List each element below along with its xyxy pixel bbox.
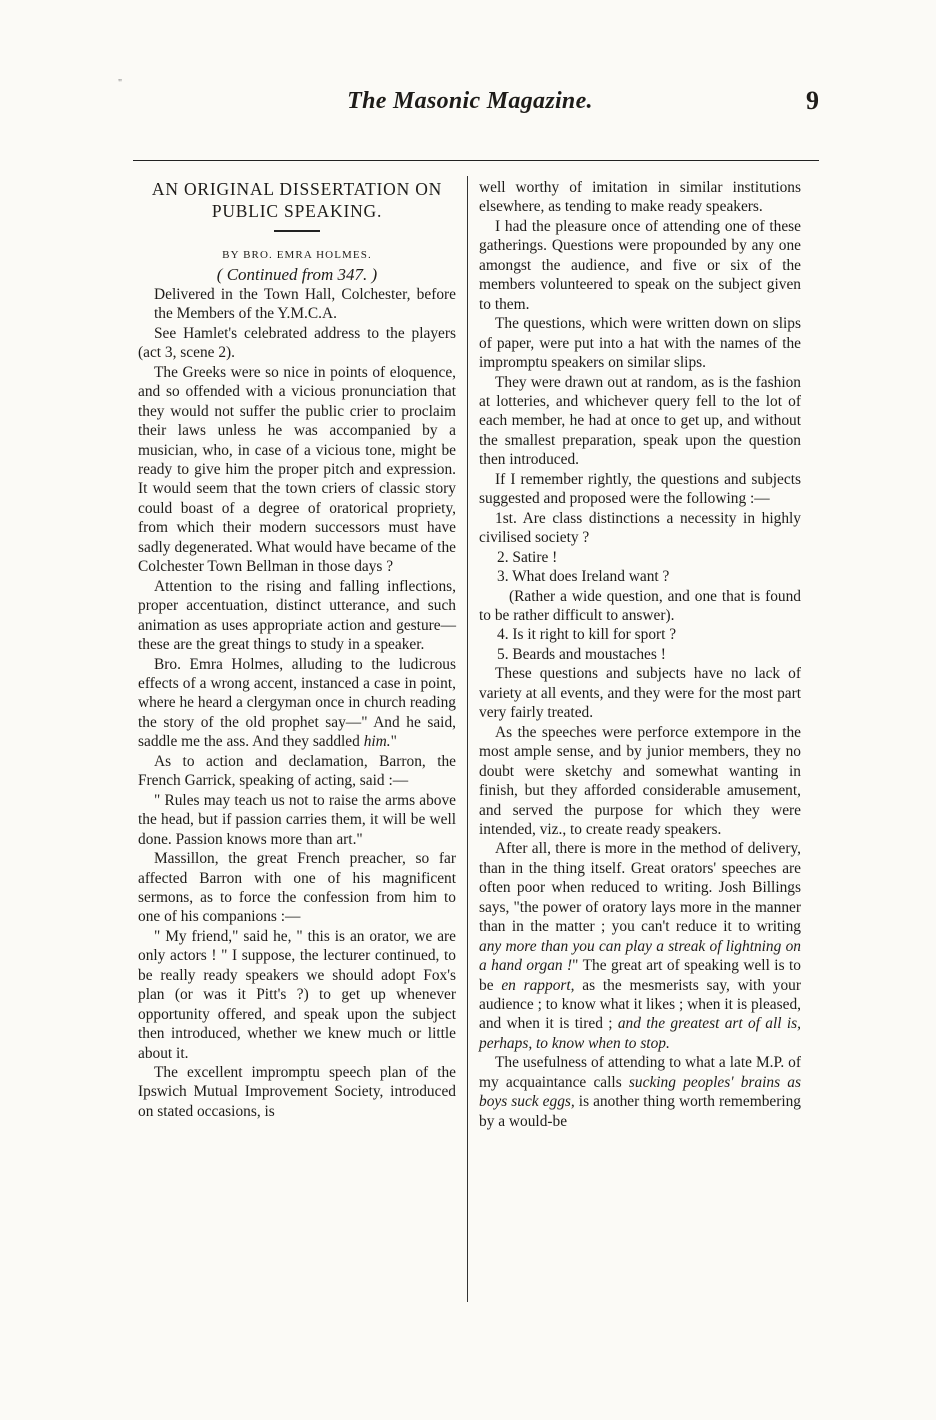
italic-text: sucking peoples' brains as boys suck eggs, <box>479 1073 801 1111</box>
paragraph-text: " The great art of speaking well is to be <box>479 957 801 994</box>
quotation: " My friend," said he, " this is an orator, we are only actors ! " I suppose, the lecturer continued, to be really ready speakers we should adopt Fox's plan (or was it Pitt's ?) to get up whenever opportunity offered, and speak upon the subject then introduced, whether we knew much or little about it. <box>138 927 456 1062</box>
paragraph: I had the pleasure once of attending one of these gatherings. Questions were propounded by any one amongst the audience, and five or six of the members volunteered to speak on the subject given to them. <box>479 217 801 313</box>
paragraph: Massillon, the great French preacher, so far affected Barron with one of his magnificent sermons, as to force the confession from him to one of his companions :— <box>138 850 456 926</box>
paragraph: As the speeches were perforce extempore in the most ample sense, and by junior members, they no doubt were sketchy and somewhat wanting in finish, but they afforded considerable amusement, and served the purpose for which they were intended, viz., to create ready speakers. <box>479 723 801 838</box>
paragraph-text: Bro. Emra Holmes, alluding to the ludicrous effects of a wrong accent, instanced a case in point, where he heard a clergyman once in church reading the story of the old prophet say—" And he said, saddle me the ass. And they saddled <box>138 655 456 751</box>
question-note: (Rather a wide question, and one that is found to be rather difficult to answer). <box>479 587 801 624</box>
right-column <box>479 178 801 1131</box>
column-rule <box>467 176 468 1302</box>
paragraph <box>479 1053 801 1131</box>
title-rule <box>274 230 320 232</box>
paragraph: Delivered in the Town Hall, Colchester, before the Members of the Y.M.C.A. <box>154 285 456 323</box>
paragraph: These questions and subjects have no lack of variety at all events, and they were for the most part very fairly treated. <box>479 665 801 722</box>
paragraph: See Hamlet's celebrated address to the players (act 3, scene 2). <box>138 324 456 362</box>
page-number: 9 <box>806 86 819 115</box>
question-item: 4. Is it right to kill for sport ? <box>497 626 677 644</box>
paragraph-text: The usefulness of attending to what a late M.P. of my acquaintance calls <box>479 1054 801 1091</box>
byline: BY BRO. EMRA HOLMES. <box>222 249 372 261</box>
paragraph: The questions, which were written down on slips of paper, were put into a hat with the names of the impromptu speakers on similar slips. <box>479 315 801 372</box>
quotation: " Rules may teach us not to raise the arms above the head, but if passion carries them, it will be well done. Passion knows more than art." <box>138 791 456 848</box>
paragraph-text: as the mesmerists say, with your audience ; to know what it likes ; when it is pleased, and when it is tired ; <box>479 976 802 1033</box>
article-title-line1: AN ORIGINAL DISSERTATION ON <box>151 179 443 199</box>
paragraph <box>138 655 456 752</box>
paragraph: If I remember rightly, the questions and subjects suggested and proposed were the following :— <box>479 470 801 508</box>
question-item: 3. What does Ireland want ? <box>497 568 670 586</box>
continued-note: ( Continued from 347. ) <box>216 265 378 285</box>
running-title: The Masonic Magazine. <box>347 88 593 114</box>
left-column <box>138 178 456 1121</box>
paragraph-text: After all, there is more in the method of delivery, than in the thing itself. Great orators' speeches are often poor when reduced to writing. Josh Billings says, "the power of oratory lays more in the manner than in the matter ; you can't reduce it to writing <box>479 840 801 936</box>
paragraph: well worthy of imitation in similar institutions elsewhere, as tending to make ready speakers. <box>479 179 801 216</box>
article-title-line2: PUBLIC SPEAKING. <box>211 201 383 221</box>
paragraph: They were drawn out at random, as is the fashion at lotteries, and whichever query fell to the lot of each member, he had at once to get up, and without the smallest preparation, speak upon the question then introduced. <box>479 373 801 469</box>
paragraph-text: is another thing worth remembering by a would-be <box>479 1093 802 1130</box>
paragraph <box>479 839 801 1053</box>
italic-text: him. <box>363 733 391 751</box>
paragraph-text: " <box>390 733 397 751</box>
question-item: 2. Satire ! <box>497 548 558 566</box>
corner-mark: " <box>118 78 123 89</box>
question-item: 5. Beards and moustaches ! <box>497 645 666 663</box>
italic-text: en rapport, <box>501 976 575 994</box>
paragraph: The Greeks were so nice in points of eloquence, and so offended with a vicious pronunciation that they would not suffer the public crier to proclaim their laws unless he was accompanied by a musician, who, in case of a vicious tone, might be ready to give him the proper pitch and expression. It would seem that the town criers of classic story could boast of a degree of oratorical propriety, from which their modern successors must have sadly degenerated. What would have became of the Colchester Town Bellman in those days ? <box>138 363 456 576</box>
paragraph: As to action and declamation, Barron, the French Garrick, speaking of acting, said :— <box>138 752 456 790</box>
header-rule <box>133 160 819 161</box>
question-item: 1st. Are class distinctions a necessity in highly civilised society ? <box>479 509 801 547</box>
italic-text: and the greatest art of all is, perhaps, to know when to stop. <box>479 1015 801 1052</box>
paragraph: Attention to the rising and falling inflections, proper accentuation, distinct utterance, and such animation as uses appropriate action and gesture—these are the great things to study in a speaker. <box>138 577 456 654</box>
paragraph: The excellent impromptu speech plan of the Ipswich Mutual Improvement Society, introduced on stated occasions, is <box>138 1064 456 1120</box>
italic-text: any more than you can play a streak of lightning on a hand organ ! <box>479 937 801 975</box>
